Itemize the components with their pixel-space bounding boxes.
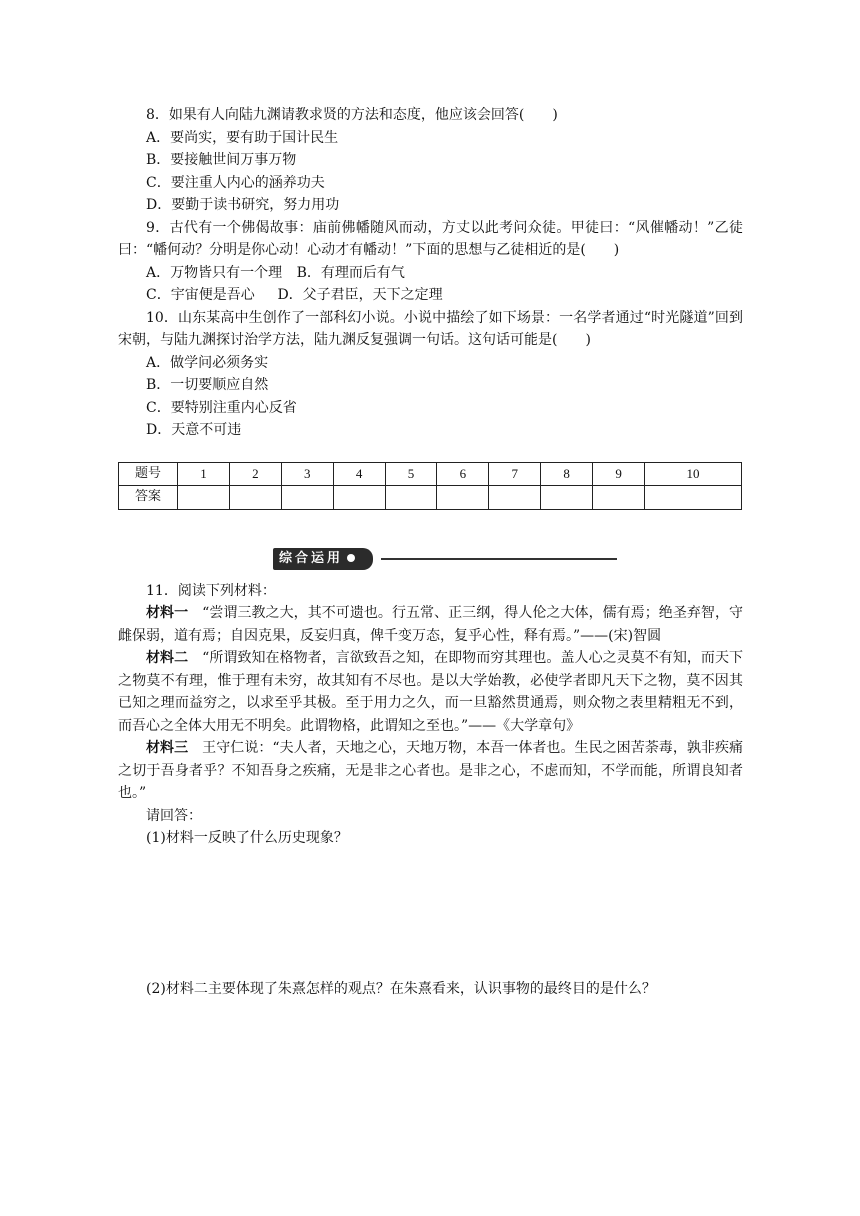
table-cell: 10 bbox=[645, 462, 742, 486]
material-text: 王守仁说：“夫人者，天地之心，天地万物，本吾一体者也。生民之困苦荼毒，孰非疾痛之切于吾身者乎？不知吾身之疾痛，无是非之心者也。是非之心，不虑而知，不学而能，所谓良知者也。” bbox=[118, 740, 744, 801]
option-b: B．有理而后有气 bbox=[296, 264, 405, 281]
answer-cell[interactable] bbox=[178, 486, 230, 510]
option-c: C．要注重人内心的涵养功夫 bbox=[146, 174, 325, 191]
worksheet-page bbox=[118, 104, 743, 1000]
option-d: D．要勤于读书研究，努力用功 bbox=[146, 197, 340, 213]
question-stem: 8．如果有人向陆九渊请教求贤的方法和态度，他应该会回答( ) bbox=[146, 107, 558, 123]
answer-space[interactable] bbox=[118, 850, 743, 978]
answer-cell[interactable] bbox=[281, 486, 333, 510]
question-stem: 11．阅读下列材料： bbox=[146, 582, 276, 599]
section-title-text: 综合运用 bbox=[279, 550, 344, 566]
sub-question-2: (2)材料二主要体现了朱熹怎样的观点？在朱熹看来，认识事物的最终目的是什么？ bbox=[146, 980, 656, 997]
question-9 bbox=[118, 217, 743, 307]
row-header: 答案 bbox=[119, 486, 178, 510]
option-a: A．要尚实，要有助于国计民生 bbox=[146, 129, 339, 146]
answer-prompt: 请回答： bbox=[146, 807, 202, 824]
question-8 bbox=[118, 104, 743, 217]
section-title bbox=[273, 548, 373, 570]
material-label: 材料三 bbox=[146, 740, 189, 756]
material-3 bbox=[118, 737, 743, 805]
answer-table bbox=[118, 462, 742, 510]
question-stem: 10．山东某高中生创作了一部科幻小说。小说中描绘了如下场景：一名学者通过“时光隧道”回到宋朝，与陆九渊探讨治学方法，陆九渊反复强调一句话。这句话可能是( ) bbox=[118, 309, 743, 348]
material-1 bbox=[118, 602, 743, 647]
table-row bbox=[119, 462, 742, 486]
bullet-icon bbox=[347, 554, 355, 562]
option-row bbox=[118, 262, 743, 285]
option-a: A．万物皆只有一个理 bbox=[146, 264, 283, 281]
material-text: “所谓致知在格物者，言欲致吾之知，在即物而穷其理也。盖人心之灵莫不有知，而天下之物莫不有理，惟于理有未穷，故其知有不尽也。是以大学始教，必使学者即凡天下之物，莫不因其已知之理而益穷之，以求至乎其极。至于用力之久，而一旦豁然贯通焉，则众物之表里精粗无不到，而吾心之全体大用无不明矣。此谓物格，此谓知之至也。”——《大学章句》 bbox=[118, 650, 744, 734]
table-cell: 8 bbox=[541, 462, 593, 486]
answer-cell[interactable] bbox=[385, 486, 437, 510]
option-c: C．宇宙便是吾心 bbox=[146, 287, 255, 303]
table-cell: 4 bbox=[333, 462, 385, 486]
answer-cell[interactable] bbox=[229, 486, 281, 510]
sub-question-1: (1)材料一反映了什么历史现象？ bbox=[146, 830, 348, 846]
table-cell: 7 bbox=[489, 462, 541, 486]
option-b: B．一切要顺应自然 bbox=[146, 377, 269, 393]
table-cell: 5 bbox=[385, 462, 437, 486]
question-stem: 9．古代有一个佛偈故事：庙前佛幡随风而动，方丈以此考问众徒。甲徒曰：“风催幡动！”乙徒曰：“幡何动？分明是你心动！心动才有幡动！”下面的思想与乙徒相近的是( ) bbox=[118, 219, 743, 258]
material-2 bbox=[118, 647, 743, 737]
section-divider bbox=[381, 558, 617, 560]
option-a: A．做学问必须务实 bbox=[146, 354, 269, 371]
option-row bbox=[118, 284, 743, 307]
question-11 bbox=[118, 580, 743, 1001]
table-cell: 6 bbox=[437, 462, 489, 486]
answer-cell[interactable] bbox=[333, 486, 385, 510]
table-cell: 2 bbox=[229, 462, 281, 486]
answer-cell[interactable] bbox=[489, 486, 541, 510]
option-d: D．父子君臣，天下之定理 bbox=[277, 287, 443, 303]
answer-cell[interactable] bbox=[541, 486, 593, 510]
table-cell: 1 bbox=[178, 462, 230, 486]
row-header: 题号 bbox=[119, 462, 178, 486]
option-b: B．要接触世间万事万物 bbox=[146, 152, 297, 168]
option-d: D．天意不可违 bbox=[146, 422, 242, 438]
table-cell: 9 bbox=[593, 462, 645, 486]
table-cell: 3 bbox=[281, 462, 333, 486]
table-row bbox=[119, 486, 742, 510]
answer-cell[interactable] bbox=[645, 486, 742, 510]
answer-cell[interactable] bbox=[437, 486, 489, 510]
material-label: 材料二 bbox=[146, 650, 189, 666]
material-label: 材料一 bbox=[146, 605, 189, 621]
material-text: “尝谓三教之大，其不可遗也。行五常、正三纲，得人伦之大体，儒有焉；绝圣弃智，守雌保弱，道有焉；自因克果，反妄归真，俾千变万态，复乎心性，释有焉。”——(宋)智圆 bbox=[118, 605, 744, 644]
option-c: C．要特别注重内心反省 bbox=[146, 399, 297, 416]
question-10 bbox=[118, 307, 743, 442]
answer-cell[interactable] bbox=[593, 486, 645, 510]
section-header bbox=[273, 544, 743, 574]
